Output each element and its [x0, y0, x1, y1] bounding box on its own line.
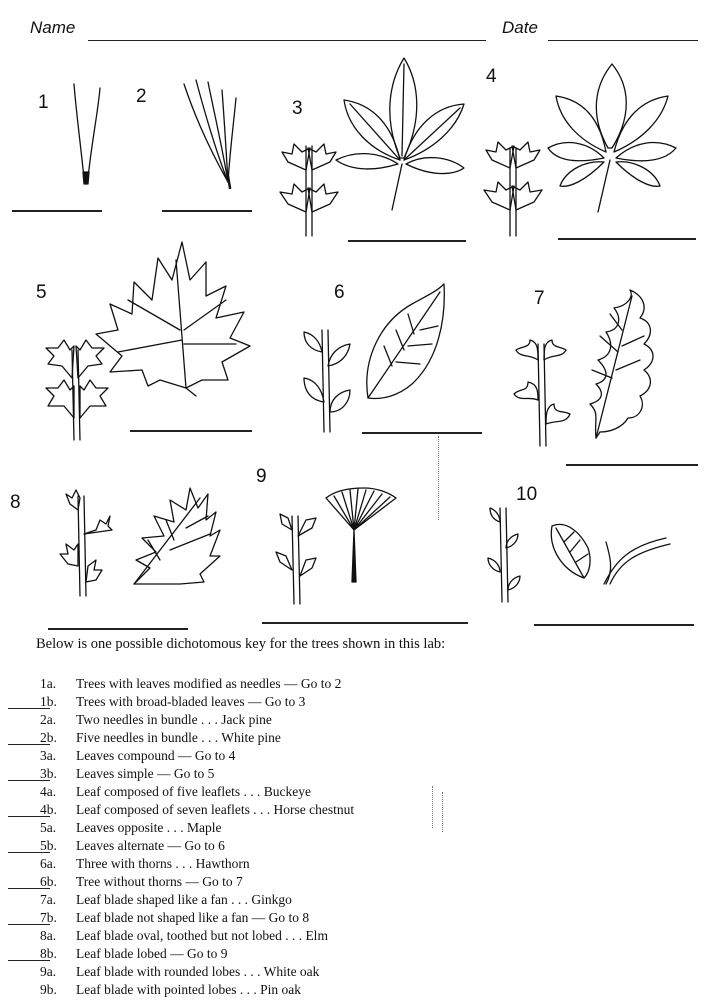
key-step-id: 4a. — [40, 784, 57, 799]
key-step-text: Leaf composed of seven leaflets . . . Horse chestnut — [76, 802, 355, 817]
key-intro: Below is one possible dichotomous key for the trees shown in this lab: — [36, 636, 446, 652]
two-needle-bundle-icon — [74, 84, 100, 184]
key-step-id: 9b. — [40, 982, 57, 997]
key-step-text: Leaves simple — Go to 5 — [76, 766, 215, 781]
key-step-text: Tree without thorns — Go to 7 — [76, 874, 243, 889]
buckeye-twig-icon — [280, 144, 338, 236]
key-step-text: Leaf blade oval, toothed but not lobed . . . Elm — [76, 928, 328, 943]
horse-chestnut-twig-icon — [484, 142, 542, 236]
ginkgo-twig-icon — [276, 514, 316, 604]
key-step-text: Leaves compound — Go to 4 — [76, 748, 236, 763]
elm-leaf-icon — [367, 284, 444, 398]
name-label: Name — [30, 18, 76, 37]
specimen-number-3: 3 — [292, 98, 303, 119]
key-step-text: Leaf blade with pointed lobes . . . Pin oak — [76, 982, 301, 997]
key-step-text: Three with thorns . . . Hawthorn — [76, 856, 250, 871]
date-label: Date — [502, 18, 538, 37]
key-step-id: 7a. — [40, 892, 57, 907]
key-step-text: Five needles in bundle . . . White pine — [76, 730, 281, 745]
horse-chestnut-leaf-icon — [548, 64, 676, 212]
specimen-number-1: 1 — [38, 92, 49, 113]
elm-twig-icon — [304, 330, 350, 432]
pin-oak-twig-icon — [60, 490, 112, 596]
key-step-text: Leaf blade not shaped like a fan — Go to 8 — [76, 910, 310, 925]
buckeye-leaf-icon — [336, 58, 464, 210]
scan-dots — [432, 786, 435, 828]
key-step-id: 1a. — [40, 676, 57, 691]
key-step-text: Leaves alternate — Go to 6 — [76, 838, 225, 853]
maple-leaf-icon — [96, 242, 250, 396]
key-step-text: Leaf blade with rounded lobes . . . White oak — [76, 964, 320, 979]
maple-twig-icon — [46, 340, 108, 440]
elm-leaf-small-icon — [551, 524, 590, 578]
scan-dots — [438, 436, 441, 520]
key-step-id: 5a. — [40, 820, 57, 835]
ginkgo-leaf-icon — [326, 488, 396, 582]
key-step-id: 8b. — [40, 946, 57, 961]
white-oak-twig-icon — [514, 340, 570, 446]
specimen-number-9: 9 — [256, 466, 267, 487]
key-step-text: Trees with leaves modified as needles — Go to 2 — [76, 676, 342, 691]
key-step-id: 1b. — [40, 694, 57, 709]
key-step-id: 6a. — [40, 856, 57, 871]
key-step-text: Leaves opposite . . . Maple — [76, 820, 222, 835]
key-step-id: 3b. — [40, 766, 57, 781]
specimen-number-4: 4 — [486, 66, 497, 87]
key-step-id: 4b. — [40, 802, 57, 817]
elm-winter-twig-icon — [488, 508, 520, 602]
key-step-id: 2b. — [40, 730, 57, 745]
key-step-id: 7b. — [40, 910, 57, 925]
branch-icon — [604, 538, 670, 584]
pin-oak-leaf-icon — [134, 488, 220, 584]
specimen-number-8: 8 — [10, 492, 21, 513]
specimen-number-6: 6 — [334, 282, 345, 303]
specimen-number-10: 10 — [516, 484, 538, 505]
white-oak-leaf-icon — [590, 290, 653, 438]
key-step-id: 9a. — [40, 964, 57, 979]
specimen-number-5: 5 — [36, 282, 47, 303]
five-needle-bundle-icon — [184, 80, 236, 188]
key-step-id: 2a. — [40, 712, 57, 727]
key-step-text: Leaf composed of five leaflets . . . Buckeye — [76, 784, 312, 799]
key-step-id: 5b. — [40, 838, 57, 853]
key-step-id: 8a. — [40, 928, 57, 943]
key-step-id: 3a. — [40, 748, 57, 763]
key-step-text: Trees with broad-bladed leaves — Go to 3 — [76, 694, 306, 709]
specimen-number-2: 2 — [136, 86, 147, 107]
key-step-text: Two needles in bundle . . . Jack pine — [76, 712, 272, 727]
scan-dots — [442, 792, 445, 832]
key-step-text: Leaf blade lobed — Go to 9 — [76, 946, 228, 961]
key-step-id: 6b. — [40, 874, 57, 889]
key-step-text: Leaf blade shaped like a fan . . . Ginkgo — [76, 892, 292, 907]
specimen-number-7: 7 — [534, 288, 545, 309]
